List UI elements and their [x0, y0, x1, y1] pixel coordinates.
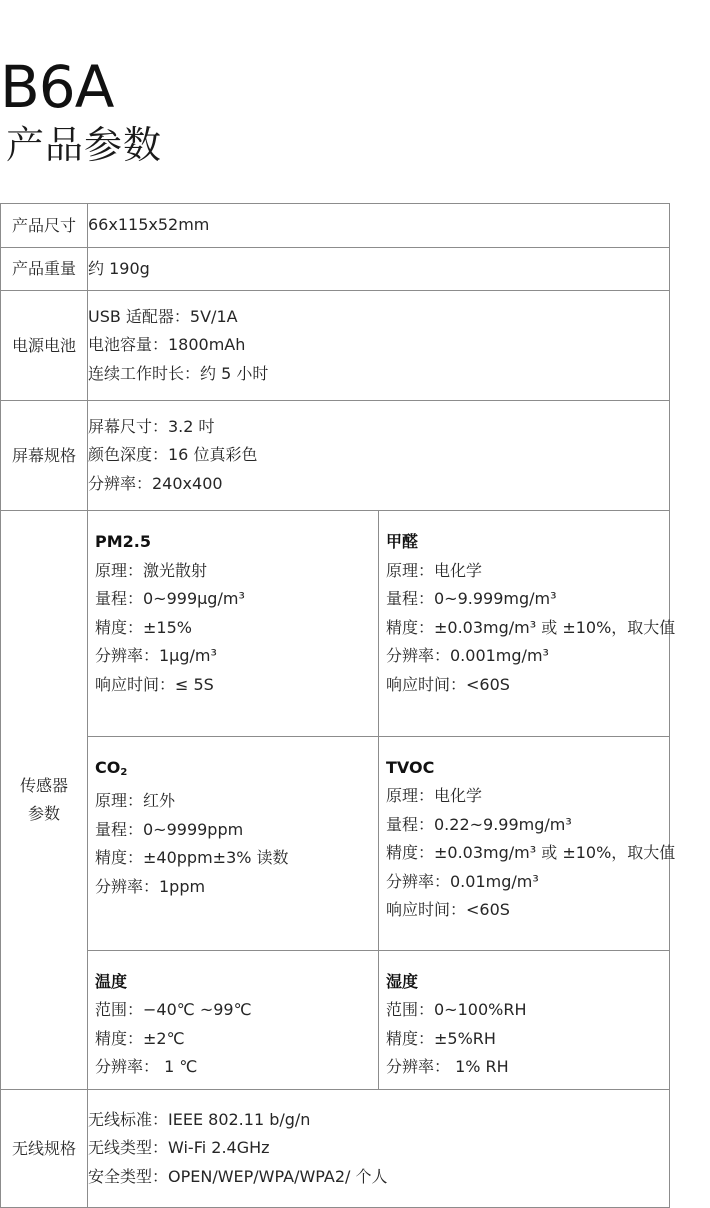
sensor-pm25: [88, 511, 379, 736]
temp-line: 精度：±2℃: [95, 1028, 185, 1048]
sensor-row: [88, 736, 669, 950]
pm25-line: 响应时间：≤ 5S: [95, 674, 214, 694]
wireless-line: 无线类型：Wi-Fi 2.4GHz: [88, 1138, 270, 1158]
model-title: B6A: [0, 53, 114, 121]
wireless-label: 无线规格: [1, 1090, 88, 1208]
co2-line: 精度：±40ppm±3% 读数: [95, 848, 289, 867]
tvoc-line: 原理：电化学: [386, 786, 483, 805]
sensors-grid: [88, 511, 676, 1090]
pm25-line: 量程：0~999μg/m³: [95, 589, 245, 608]
sensor-tvoc: [379, 736, 676, 950]
sensors-label-line: 传感器: [19, 776, 68, 795]
co2-title: [95, 754, 378, 788]
pm25-line: 分辨率：1μg/m³: [95, 646, 217, 665]
power-line: 电池容量：1800mAh: [88, 335, 246, 355]
hcho-title: 甲醛: [386, 532, 419, 551]
tvoc-line: 精度：±0.03mg/m³ 或 ±10%，取大值: [386, 843, 676, 862]
spec-row-power: [1, 291, 670, 401]
humidity-line: 精度：±5%RH: [386, 1028, 496, 1048]
spec-row-sensors: [1, 511, 670, 1090]
wireless-line: 安全类型：OPEN/WEP/WPA/WPA2/ 个人: [88, 1166, 388, 1186]
power-line: 连续工作时长：约 5 小时: [88, 363, 269, 383]
temp-line: 分辨率： 1 ℃: [95, 1057, 198, 1076]
pm25-title: PM2.5: [95, 532, 151, 551]
pm25-line: 精度：±15%: [95, 617, 192, 637]
co2-title-main: CO: [95, 757, 121, 777]
sensor-humidity: [379, 950, 670, 1089]
temp-title: 温度: [95, 971, 128, 991]
sensors-label: [1, 511, 88, 1090]
spec-table: [0, 203, 676, 1208]
sensor-row: [88, 950, 669, 1089]
pm25-line: 原理：激光散射: [95, 560, 208, 580]
weight-value: 约 190g: [88, 248, 670, 291]
spec-row-wireless: [1, 1090, 670, 1208]
sensor-co2: [88, 736, 379, 950]
power-line: USB 适配器：5V/1A: [88, 306, 238, 326]
screen-line: 分辨率：240x400: [88, 473, 223, 493]
tvoc-line: 量程：0.22~9.99mg/m³: [386, 814, 572, 834]
wireless-line: 无线标准：IEEE 802.11 b/g/n: [88, 1109, 311, 1129]
sensor-row: [88, 511, 669, 736]
screen-line: 颜色深度：16 位真彩色: [88, 445, 258, 465]
co2-title-sub: 2: [120, 766, 128, 778]
humidity-title: 湿度: [386, 971, 419, 991]
screen-label: 屏幕规格: [1, 401, 88, 511]
co2-line: 原理：红外: [95, 791, 176, 810]
hcho-line: 分辨率：0.001mg/m³: [386, 646, 549, 665]
tvoc-title: TVOC: [386, 757, 435, 777]
tvoc-line: 响应时间：<60S: [386, 900, 510, 919]
power-value: [88, 291, 670, 401]
sensors-table: [88, 511, 676, 1089]
tvoc-line: 分辨率：0.01mg/m³: [386, 871, 539, 891]
co2-line: 量程：0~9999ppm: [95, 819, 244, 839]
sensor-hcho: [379, 511, 676, 736]
weight-label: 产品重量: [1, 248, 88, 291]
page-subtitle: 产品参数: [6, 123, 163, 167]
humidity-line: 分辨率： 1% RH: [386, 1057, 509, 1076]
hcho-line: 原理：电化学: [386, 560, 483, 580]
sensors-label-line: 参数: [27, 804, 60, 823]
spec-row-screen: [1, 401, 670, 511]
hcho-line: 响应时间：<60S: [386, 674, 510, 694]
hcho-line: 精度：±0.03mg/m³ 或 ±10%，取大值: [386, 617, 676, 637]
size-value: 66x115x52mm: [88, 204, 670, 248]
size-label: 产品尺寸: [1, 204, 88, 248]
spec-row-weight: [1, 248, 670, 291]
temp-line: 范围：−40℃ ~99℃: [95, 1000, 252, 1019]
power-label: 电源电池: [1, 291, 88, 401]
screen-line: 屏幕尺寸：3.2 吋: [88, 416, 215, 436]
hcho-line: 量程：0~9.999mg/m³: [386, 589, 557, 608]
screen-value: [88, 401, 670, 511]
wireless-value: [88, 1090, 670, 1208]
co2-line: 分辨率：1ppm: [95, 876, 206, 896]
spec-row-size: [1, 204, 670, 248]
sensor-temperature: [88, 950, 379, 1089]
humidity-line: 范围：0~100%RH: [386, 1000, 527, 1019]
